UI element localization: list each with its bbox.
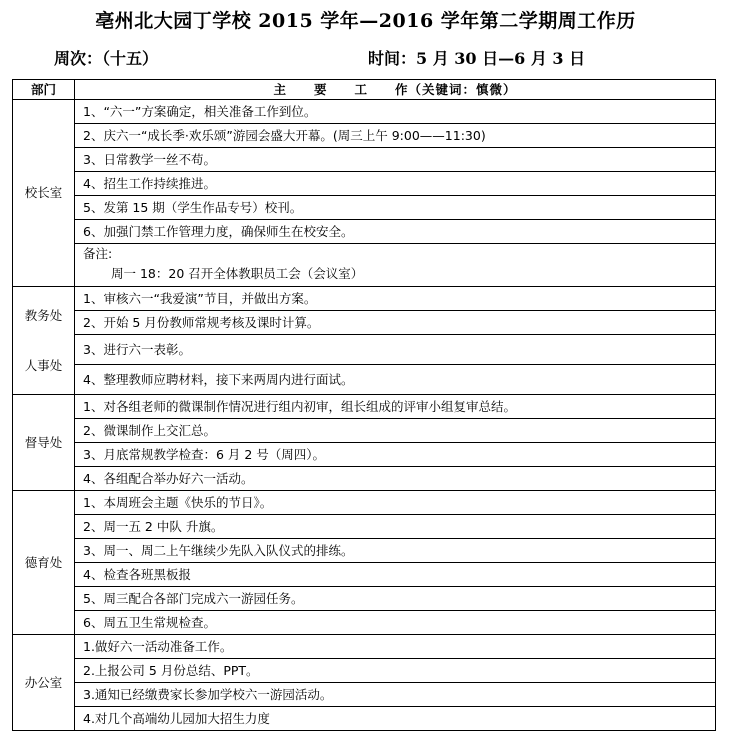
week-number: 周次：（十五） <box>54 49 159 68</box>
dept-academic: 教务处 <box>24 307 63 323</box>
dept-academic-hr <box>13 287 75 395</box>
table-row <box>13 515 716 539</box>
table-row <box>13 365 716 395</box>
table-row <box>13 311 716 335</box>
header-dept: 部门 <box>13 80 75 100</box>
list-item: 5、周三配合各部门完成六一游园任务。 <box>75 587 716 611</box>
list-item: 4、招生工作持续推进。 <box>75 172 716 196</box>
list-item: 6、加强门禁工作管理力度，确保师生在校安全。 <box>75 220 716 244</box>
list-item: 2、庆六一“成长季·欢乐颂”游园会盛大开幕。(周三上午 9:00——11:30) <box>75 124 716 148</box>
table-row <box>13 539 716 563</box>
list-item: 3.通知已经缴费家长参加学校六一游园活动。 <box>75 683 716 707</box>
table-row <box>13 172 716 196</box>
table-row <box>13 419 716 443</box>
work-schedule-table <box>12 79 716 731</box>
table-row <box>13 443 716 467</box>
dept-office: 办公室 <box>13 635 75 731</box>
table-row <box>13 100 716 124</box>
list-item: 4.对几个高端幼儿园加大招生力度 <box>75 707 716 731</box>
table-row <box>13 611 716 635</box>
table-row <box>13 148 716 172</box>
table-row <box>13 707 716 731</box>
list-item: 1、“六一”方案确定，相关准备工作到位。 <box>75 100 716 124</box>
dept-supervision: 督导处 <box>13 395 75 491</box>
list-item: 5、发第 15 期（学生作品专号）校刊。 <box>75 196 716 220</box>
date-range: 时间：5 月 30 日—6 月 3 日 <box>368 49 586 68</box>
list-item: 1.做好六一活动准备工作。 <box>75 635 716 659</box>
table-row <box>13 287 716 311</box>
table-row <box>13 244 716 287</box>
note-text: 周一 18：20 召开全体教职员工会（会议室） <box>111 266 364 281</box>
list-item: 3、进行六一表彰。 <box>75 335 716 365</box>
list-item: 4、整理教师应聘材料，接下来两周内进行面试。 <box>75 365 716 395</box>
list-item: 2、周一五 2 中队 升旗。 <box>75 515 716 539</box>
list-item: 2、微课制作上交汇总。 <box>75 419 716 443</box>
table-row <box>13 587 716 611</box>
table-row <box>13 491 716 515</box>
table-row <box>13 635 716 659</box>
list-item: 2、开始 5 月份教师常规考核及课时计算。 <box>75 311 716 335</box>
list-item: 3、周一、周二上午继续少先队入队仪式的排练。 <box>75 539 716 563</box>
table-row <box>13 467 716 491</box>
list-item: 1、本周班会主题《快乐的节日》。 <box>75 491 716 515</box>
list-item: 3、月底常规教学检查：6 月 2 号（周四）。 <box>75 443 716 467</box>
header-main: 主 要 工 作（关键词：慎微） <box>75 80 716 100</box>
list-item: 1、对各组老师的微课制作情况进行组内初审，组长组成的评审小组复审总结。 <box>75 395 716 419</box>
list-item: 3、日常教学一丝不苟。 <box>75 148 716 172</box>
table-row <box>13 124 716 148</box>
page-title: 亳州北大园丁学校 2015 学年—2016 学年第二学期周工作历 <box>95 10 636 32</box>
list-item: 4、各组配合举办好六一活动。 <box>75 467 716 491</box>
table-row <box>13 196 716 220</box>
principal-note <box>75 244 716 287</box>
table-row <box>13 220 716 244</box>
dept-moral: 德育处 <box>13 491 75 635</box>
table-row <box>13 683 716 707</box>
dept-hr: 人事处 <box>24 357 63 373</box>
list-item: 6、周五卫生常规检查。 <box>75 611 716 635</box>
note-label: 备注: <box>83 246 113 261</box>
list-item: 4、检查各班黑板报 <box>75 563 716 587</box>
table-row <box>13 395 716 419</box>
list-item: 2.上报公司 5 月份总结、PPT。 <box>75 659 716 683</box>
dept-principal: 校长室 <box>13 100 75 287</box>
list-item: 1、审核六一“我爱演”节目，并做出方案。 <box>75 287 716 311</box>
table-row <box>13 335 716 365</box>
table-row <box>13 563 716 587</box>
table-header-row <box>13 80 716 100</box>
